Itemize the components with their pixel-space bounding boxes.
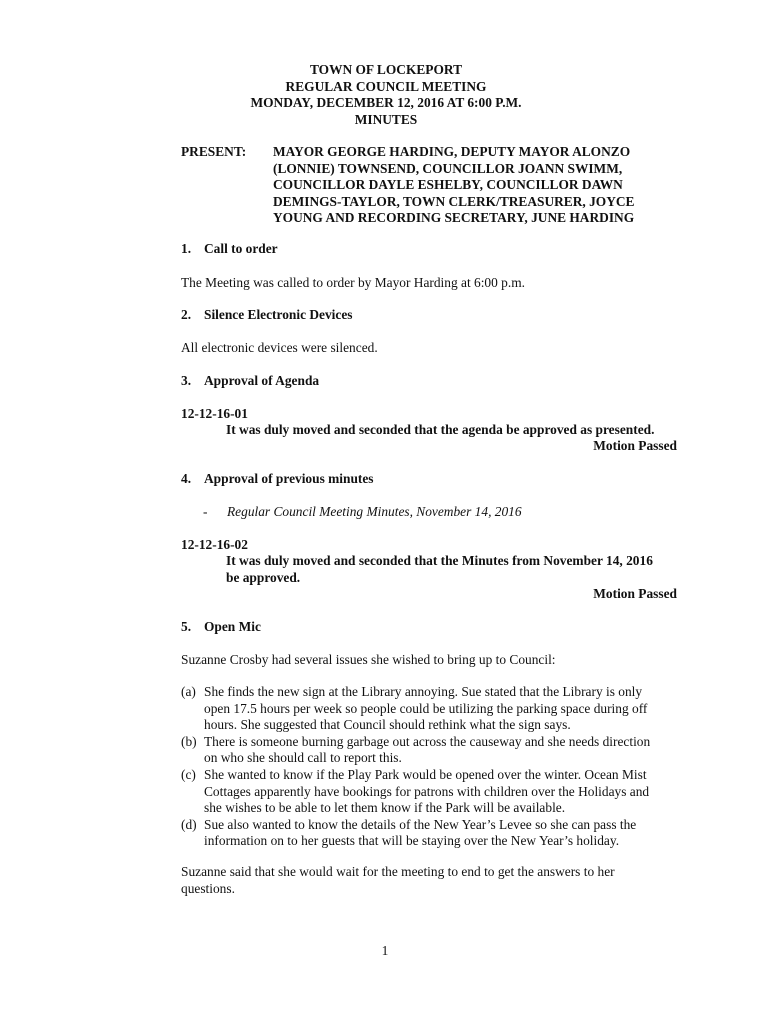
section-heading-silence-devices	[181, 307, 677, 324]
section-body: The Meeting was called to order by Mayor Harding at 6:00 p.m.	[181, 275, 525, 290]
document-title: MINUTES	[354, 111, 418, 127]
list-item	[181, 684, 677, 734]
list-item-line: she wishes to be able to let them know if the Park will be available.	[204, 800, 566, 816]
open-mic-list	[181, 684, 677, 850]
document-header	[180, 62, 592, 128]
section-title: Open Mic	[204, 619, 261, 634]
section-title: Approval of Agenda	[204, 373, 320, 388]
attendee-line: DEMINGS-TAYLOR, TOWN CLERK/TREASURER, JOYCE	[273, 193, 635, 209]
attendee-line: COUNCILLOR DAYLE ESHELBY, COUNCILLOR DAWN	[273, 177, 623, 193]
motion-result: Motion Passed	[593, 438, 677, 453]
list-item-line: Sue also wanted to know the details of the New Year’s Levee so she can pass the	[204, 816, 637, 832]
section-heading-previous-minutes	[181, 471, 677, 488]
attendee-list	[273, 144, 673, 227]
section-title: Silence Electronic Devices	[204, 307, 353, 322]
meeting-date: MONDAY, DECEMBER 12, 2016 AT 6:00 P.M.	[250, 95, 522, 111]
list-letter: (d)	[181, 816, 197, 832]
section-number: 2.	[181, 307, 192, 322]
section-title: Call to order	[204, 241, 278, 256]
present-label: PRESENT:	[181, 144, 247, 159]
attendee-line: (LONNIE) TOWNSEND, COUNCILLOR JOANN SWIMM,	[273, 160, 623, 176]
minutes-item-text: Regular Council Meeting Minutes, November 14, 2016	[227, 504, 522, 519]
motion-id: 12-12-16-01	[181, 406, 248, 421]
list-item-line: hours. She suggested that Council should rethink what the sign says.	[204, 717, 571, 733]
attendee-line: MAYOR GEORGE HARDING, DEPUTY MAYOR ALONZO	[273, 144, 631, 159]
section-number: 5.	[181, 619, 192, 634]
list-item-line: She wanted to know if the Play Park would be opened over the winter. Ocean Mist	[204, 766, 647, 782]
section-heading-call-to-order	[181, 241, 677, 258]
list-item-line: There is someone burning garbage out across the causeway and she needs direction	[204, 733, 651, 749]
page-number: 1	[381, 943, 389, 958]
motion-id: 12-12-16-02	[181, 537, 248, 552]
list-item	[181, 767, 677, 817]
list-dash: -	[203, 504, 208, 519]
list-item-line: open 17.5 hours per week so people could be utilizing the parking space during off	[204, 700, 648, 716]
list-letter: (c)	[181, 766, 196, 782]
meeting-type: REGULAR COUNCIL MEETING	[285, 78, 487, 94]
motion-text: It was duly moved and seconded that the Minutes from November 14, 2016	[226, 553, 653, 568]
motion-text: be approved.	[226, 570, 301, 585]
motion-text: It was duly moved and seconded that the agenda be approved as presented.	[226, 422, 655, 437]
motion-result: Motion Passed	[593, 586, 677, 601]
section-heading-open-mic	[181, 619, 677, 636]
open-mic-closing-line: Suzanne said that she would wait for the meeting to end to get the answers to her	[181, 864, 615, 879]
list-letter: (a)	[181, 684, 196, 699]
open-mic-intro: Suzanne Crosby had several issues she wished to bring up to Council:	[181, 652, 556, 667]
attendee-line: YOUNG AND RECORDING SECRETARY, JUNE HARDING	[273, 210, 635, 226]
section-number: 3.	[181, 373, 192, 388]
section-body: All electronic devices were silenced.	[181, 340, 378, 355]
section-heading-approval-agenda	[181, 373, 677, 390]
open-mic-closing-line: questions.	[181, 881, 235, 896]
minutes-item	[181, 504, 699, 521]
list-item-line: information on to her guests that will be staying over the New Year’s holiday.	[204, 833, 620, 849]
list-item-line: Cottages apparently have bookings for patrons with children over the Holidays and	[204, 783, 650, 799]
list-item	[181, 734, 677, 767]
section-number: 1.	[181, 241, 192, 256]
list-item-line: on who she should call to report this.	[204, 750, 402, 766]
list-letter: (b)	[181, 733, 197, 749]
town-name: TOWN OF LOCKEPORT	[309, 62, 463, 77]
list-item	[181, 817, 677, 850]
list-item-line: She finds the new sign at the Library annoying. Sue stated that the Library is only	[204, 684, 643, 699]
section-number: 4.	[181, 471, 192, 486]
section-title: Approval of previous minutes	[204, 471, 374, 486]
